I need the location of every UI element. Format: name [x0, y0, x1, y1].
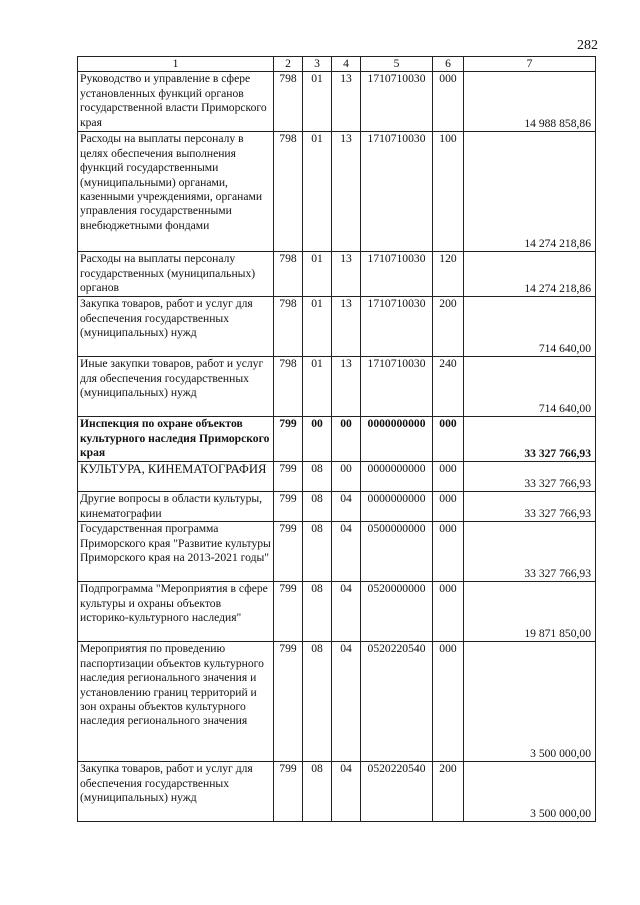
budget-table: [77, 56, 596, 822]
row-code-6: 000: [433, 582, 464, 642]
row-name: Иные закупки товаров, работ и услуг для обеспечения государственных (муниципальных) нужд: [78, 357, 274, 417]
row-code-6: 240: [433, 357, 464, 417]
col-header: 6: [433, 57, 464, 72]
row-code-5: 1710710030: [361, 252, 433, 297]
row-name: Закупка товаров, работ и услуг для обеспечения государственных (муниципальных) нужд: [78, 762, 274, 822]
row-amount: 33 327 766,93: [464, 462, 596, 492]
row-code-3: 00: [303, 417, 332, 462]
row-amount: 33 327 766,93: [464, 522, 596, 582]
row-name: Расходы на выплаты персоналу в целях обеспечения выполнения функций государственными (муниципальными) органами, казенными учреждениями, органами управления государственными внебюджетными фондами: [78, 132, 274, 252]
row-code-2: 799: [274, 492, 303, 522]
row-code-4: 04: [332, 522, 361, 582]
row-code-5: 0520000000: [361, 582, 433, 642]
row-name: Мероприятия по проведению паспортизации объектов культурного наследия регионального значения и установлению границ территорий и зон охраны объектов культурного наследия регионального значения: [78, 642, 274, 762]
col-header: 3: [303, 57, 332, 72]
row-amount: 33 327 766,93: [464, 492, 596, 522]
row-code-5: 0500000000: [361, 522, 433, 582]
row-code-5: 0000000000: [361, 417, 433, 462]
table-row: [78, 252, 596, 297]
row-code-5: 1710710030: [361, 297, 433, 357]
row-code-6: 200: [433, 297, 464, 357]
table-row: [78, 357, 596, 417]
row-code-2: 799: [274, 462, 303, 492]
table-row: [78, 642, 596, 762]
table-row: [78, 762, 596, 822]
row-code-2: 799: [274, 417, 303, 462]
col-header: 7: [464, 57, 596, 72]
table-row: [78, 492, 596, 522]
row-code-5: 0520220540: [361, 642, 433, 762]
row-name: Закупка товаров, работ и услуг для обеспечения государственных (муниципальных) нужд: [78, 297, 274, 357]
row-name: Подпрограмма "Мероприятия в сфере культуры и охраны объектов историко-культурного наследия": [78, 582, 274, 642]
table-row: [78, 582, 596, 642]
row-amount: 14 988 858,86: [464, 72, 596, 132]
row-code-2: 798: [274, 297, 303, 357]
page-number: 282: [577, 38, 598, 53]
row-code-6: 120: [433, 252, 464, 297]
row-name: Инспекция по охране объектов культурного наследия Приморского края: [78, 417, 274, 462]
row-code-3: 01: [303, 132, 332, 252]
row-amount: 714 640,00: [464, 357, 596, 417]
col-header: 4: [332, 57, 361, 72]
row-code-4: 13: [332, 132, 361, 252]
row-code-6: 100: [433, 132, 464, 252]
row-amount: 714 640,00: [464, 297, 596, 357]
row-code-5: 0000000000: [361, 462, 433, 492]
row-code-3: 08: [303, 582, 332, 642]
row-code-4: 04: [332, 492, 361, 522]
row-code-6: 000: [433, 417, 464, 462]
row-code-6: 000: [433, 462, 464, 492]
row-amount: 33 327 766,93: [464, 417, 596, 462]
row-code-3: 01: [303, 252, 332, 297]
row-code-5: 1710710030: [361, 357, 433, 417]
row-amount: 14 274 218,86: [464, 132, 596, 252]
row-code-3: 08: [303, 762, 332, 822]
col-header: 1: [78, 57, 274, 72]
table-header-row: [78, 57, 596, 72]
row-amount: 14 274 218,86: [464, 252, 596, 297]
row-code-3: 08: [303, 462, 332, 492]
row-code-2: 798: [274, 132, 303, 252]
row-code-5: 0000000000: [361, 492, 433, 522]
row-code-2: 799: [274, 582, 303, 642]
row-code-5: 1710710030: [361, 72, 433, 132]
row-code-2: 798: [274, 72, 303, 132]
row-code-4: 00: [332, 462, 361, 492]
row-code-3: 01: [303, 357, 332, 417]
row-name: КУЛЬТУРА, КИНЕМАТОГРАФИЯ: [78, 462, 274, 492]
row-name: Руководство и управление в сфере установленных функций органов государственной власти Приморского края: [78, 72, 274, 132]
row-name: Расходы на выплаты персоналу государственных (муниципальных) органов: [78, 252, 274, 297]
row-code-3: 08: [303, 642, 332, 762]
row-code-5: 0520220540: [361, 762, 433, 822]
row-code-6: 000: [433, 492, 464, 522]
row-code-3: 08: [303, 522, 332, 582]
row-amount: 3 500 000,00: [464, 762, 596, 822]
table-row: [78, 297, 596, 357]
row-name: Другие вопросы в области культуры, кинематографии: [78, 492, 274, 522]
row-code-4: 04: [332, 642, 361, 762]
row-code-6: 000: [433, 72, 464, 132]
row-code-3: 08: [303, 492, 332, 522]
row-code-3: 01: [303, 72, 332, 132]
col-header: 5: [361, 57, 433, 72]
row-code-2: 799: [274, 522, 303, 582]
row-code-4: 04: [332, 762, 361, 822]
row-code-3: 01: [303, 297, 332, 357]
table-row: [78, 132, 596, 252]
row-code-2: 799: [274, 642, 303, 762]
row-amount: 19 871 850,00: [464, 582, 596, 642]
row-code-2: 798: [274, 252, 303, 297]
row-code-4: 13: [332, 297, 361, 357]
row-code-5: 1710710030: [361, 132, 433, 252]
table-row: [78, 417, 596, 462]
row-code-6: 200: [433, 762, 464, 822]
row-code-4: 04: [332, 582, 361, 642]
row-code-6: 000: [433, 522, 464, 582]
table-row: [78, 522, 596, 582]
row-code-2: 798: [274, 357, 303, 417]
row-code-2: 799: [274, 762, 303, 822]
row-code-4: 00: [332, 417, 361, 462]
row-amount: 3 500 000,00: [464, 642, 596, 762]
row-code-4: 13: [332, 252, 361, 297]
row-code-4: 13: [332, 357, 361, 417]
col-header: 2: [274, 57, 303, 72]
table-row: [78, 72, 596, 132]
row-code-4: 13: [332, 72, 361, 132]
row-name: Государственная программа Приморского края "Развитие культуры Приморского края на 2013-2021 годы": [78, 522, 274, 582]
table-row: [78, 462, 596, 492]
row-code-6: 000: [433, 642, 464, 762]
